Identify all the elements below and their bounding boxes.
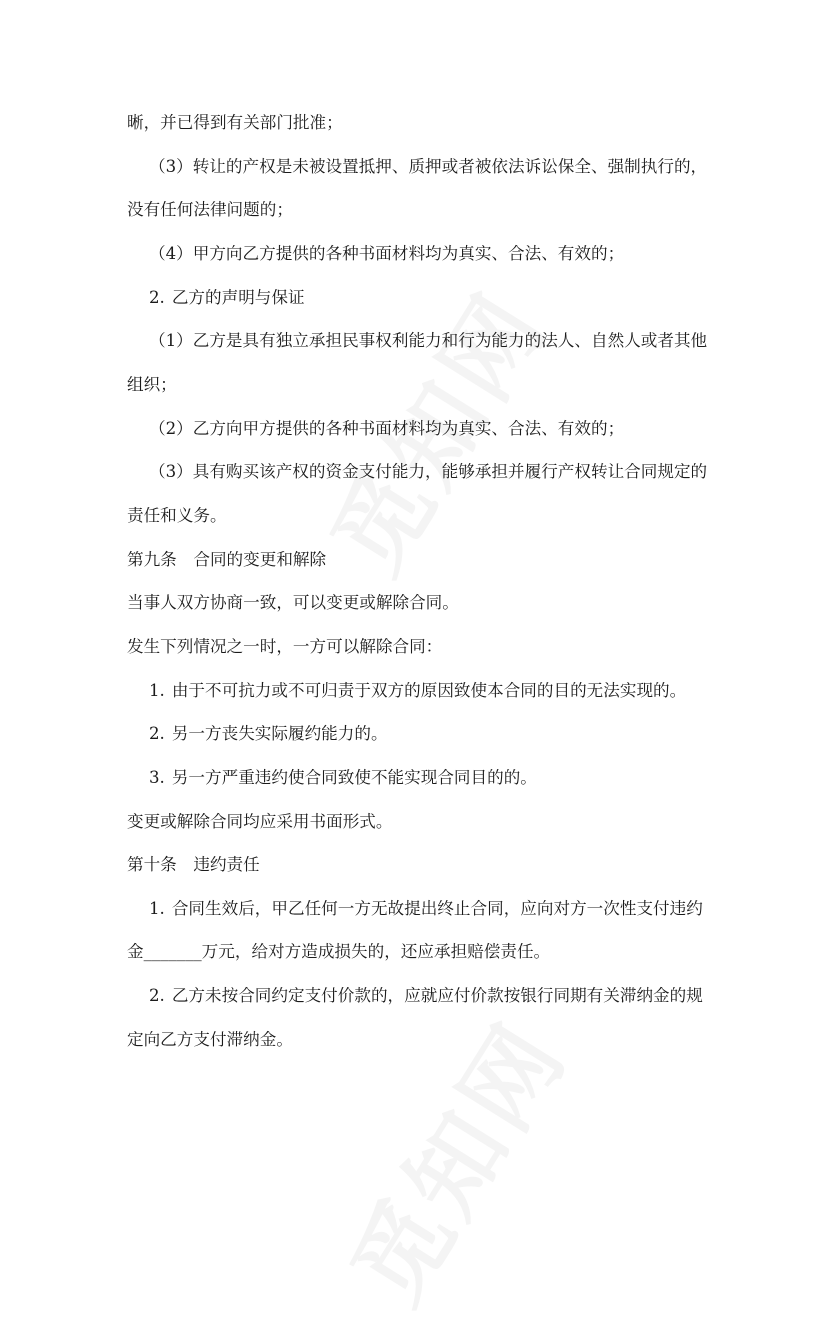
list-item	[127, 669, 767, 713]
list-marker: 2.	[149, 986, 165, 1006]
paragraph-line: 组织；	[127, 374, 177, 394]
list-marker: 3.	[149, 767, 165, 787]
list-item	[127, 319, 767, 363]
paragraph-line: 晰，并已得到有关部门批准；	[127, 113, 343, 132]
list-marker: （3）	[149, 462, 193, 482]
list-item	[127, 887, 767, 931]
subsection-title: 乙方的声明与保证	[171, 287, 305, 307]
paragraph-line: 没有任何法律问题的；	[127, 200, 293, 220]
list-item-text: 甲方向乙方提供的各种书面材料均为真实、合法、有效的；	[192, 243, 625, 263]
list-item	[127, 974, 767, 1018]
list-item-text: 具有购买该产权的资金支付能力，能够承担并履行产权转让合同规定的	[192, 462, 708, 482]
list-item	[127, 756, 767, 800]
list-item	[127, 450, 767, 494]
list-item-text: 合同生效后，甲乙任何一方无故提出终止合同，应向对方一次性支付违约	[171, 898, 703, 918]
section-heading: 第九条 合同的变更和解除	[127, 549, 327, 569]
list-marker: （1）	[149, 331, 193, 351]
list-item	[127, 145, 767, 189]
list-marker: （4）	[149, 243, 193, 263]
paragraph-line: 变更或解除合同均应采用书面形式。	[127, 811, 393, 831]
list-item-text: 乙方是具有独立承担民事权利能力和行为能力的法人、自然人或者其他	[192, 331, 708, 351]
document-body	[127, 101, 767, 1061]
list-item-text: 另一方严重违约使合同致使不能实现合同目的的。	[171, 767, 537, 787]
paragraph-line: 责任和义务。	[127, 505, 227, 525]
list-item	[127, 712, 767, 756]
list-item-text: 由于不可抗力或不可归责于双方的原因致使本合同的目的无法实现的。	[171, 680, 687, 700]
list-marker: 2.	[149, 724, 165, 744]
list-item	[127, 407, 767, 451]
list-item-text: 转让的产权是未被设置抵押、质押或者被依法诉讼保全、强制执行的，	[192, 156, 708, 176]
list-marker: （3）	[149, 156, 193, 176]
list-item	[127, 232, 767, 276]
list-marker: （2）	[149, 418, 193, 438]
list-marker: 1.	[149, 680, 165, 700]
paragraph-line: 当事人双方协商一致，可以变更或解除合同。	[127, 593, 459, 613]
list-marker: 2.	[149, 287, 165, 307]
subsection-heading	[127, 276, 767, 320]
list-item-text: 乙方向甲方提供的各种书面材料均为真实、合法、有效的；	[192, 418, 625, 438]
list-item-text: 另一方丧失实际履约能力的。	[171, 724, 388, 744]
section-heading: 第十条 违约责任	[127, 855, 260, 875]
list-marker: 1.	[149, 898, 165, 918]
paragraph-line: 金_______万元，给对方造成损失的，还应承担赔偿责任。	[127, 942, 551, 962]
paragraph-line: 发生下列情况之一时，一方可以解除合同：	[127, 636, 443, 656]
paragraph-line: 定向乙方支付滞纳金。	[127, 1029, 293, 1049]
list-item-text: 乙方未按合同约定支付价款的，应就应付价款按银行同期有关滞纳金的规	[171, 986, 703, 1006]
